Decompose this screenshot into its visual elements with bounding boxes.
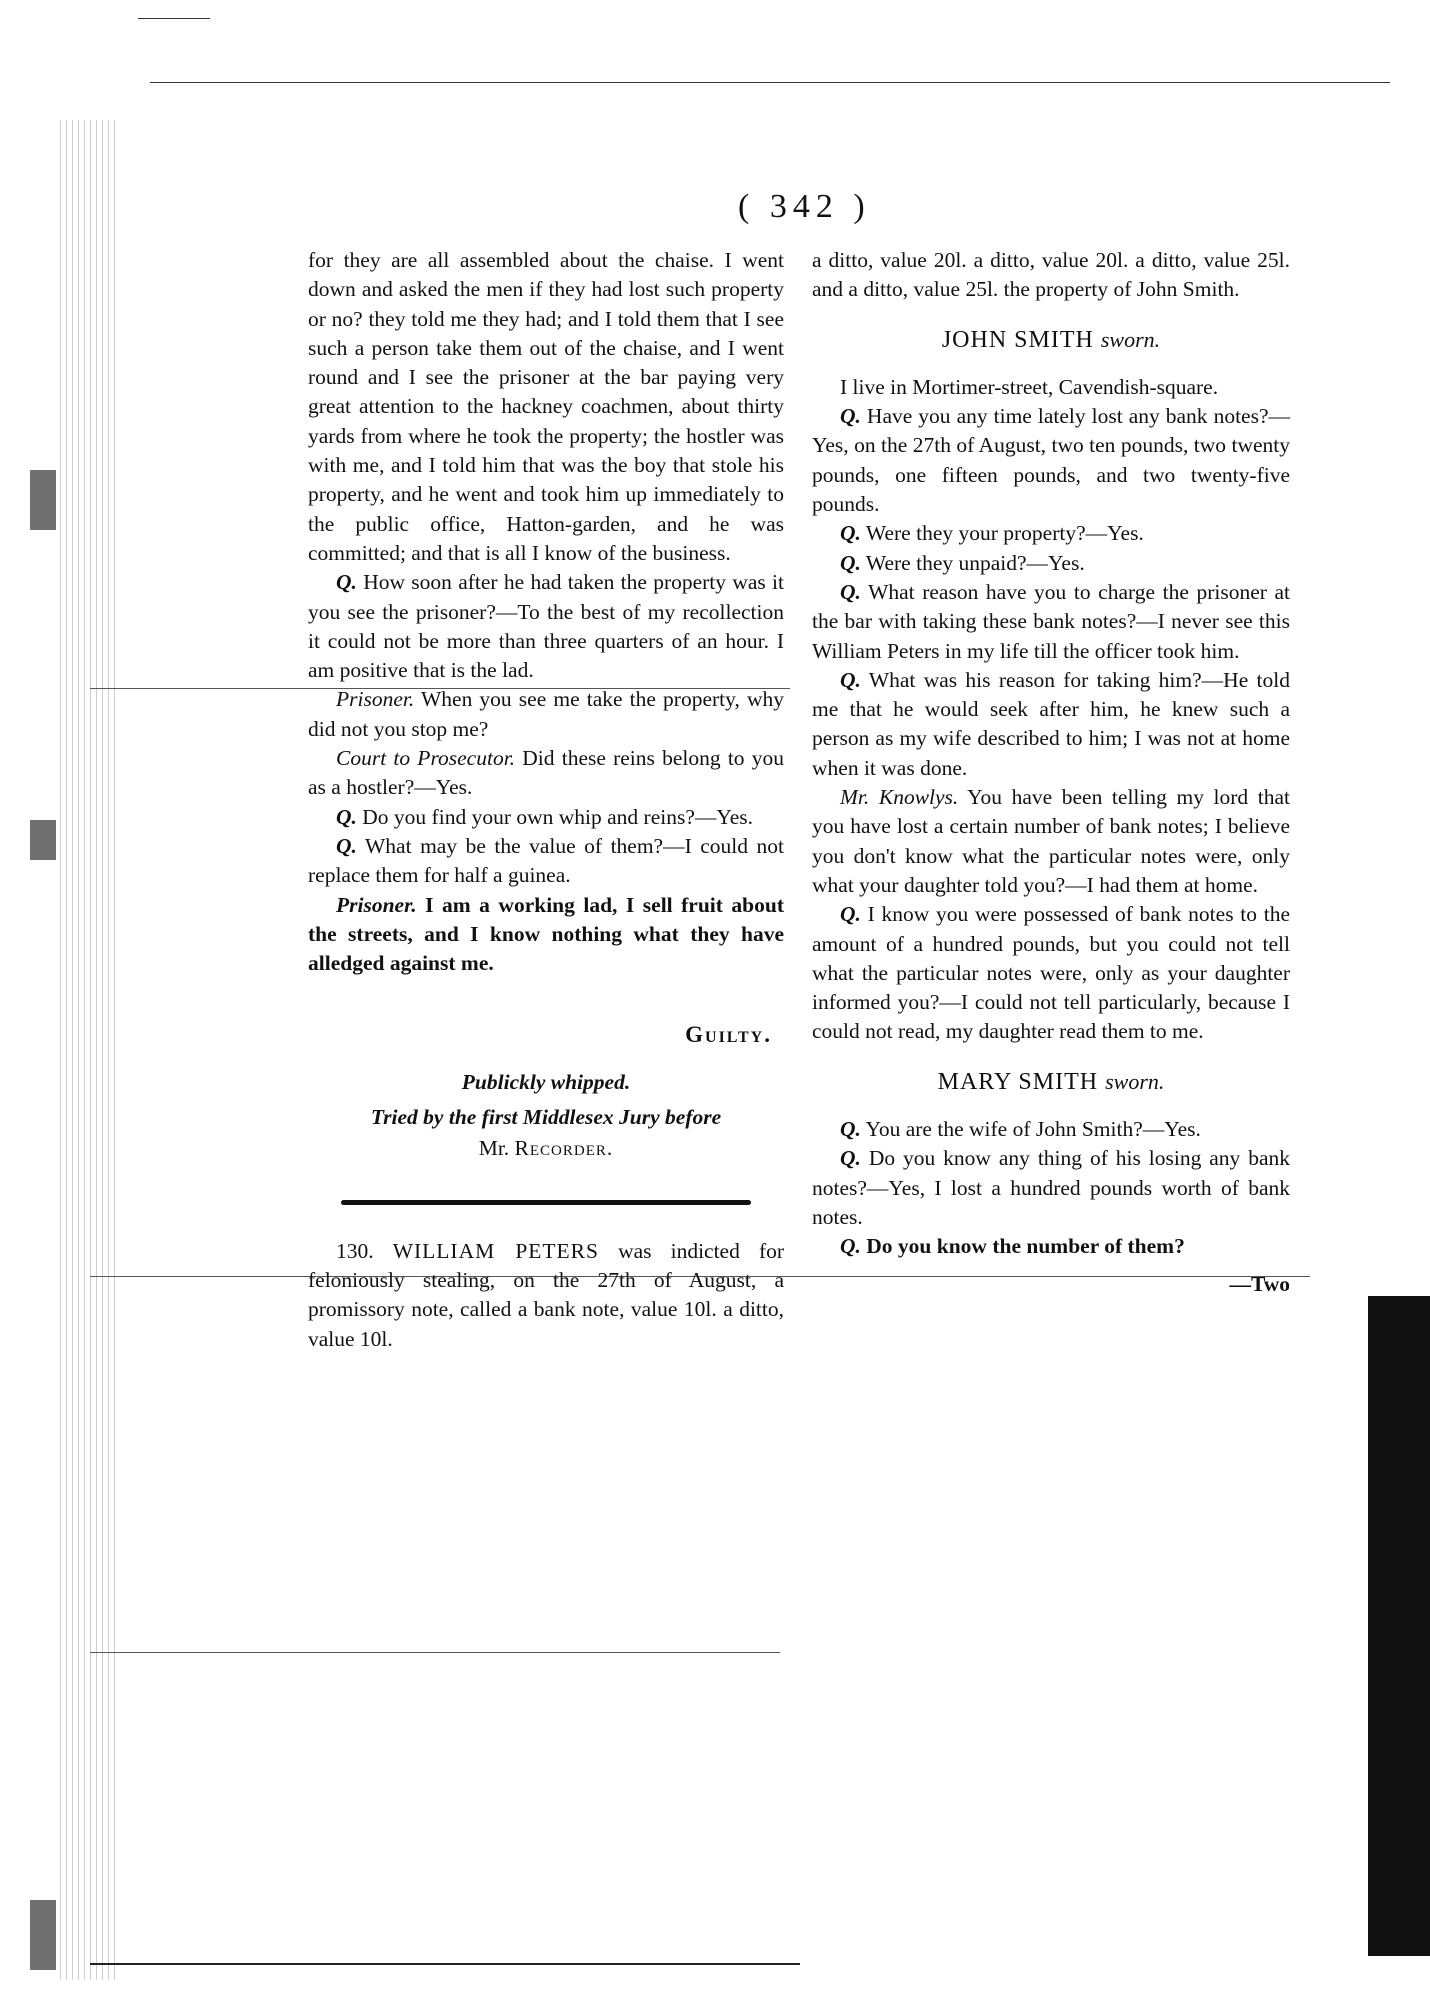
case-name: WILLIAM PETERS bbox=[392, 1238, 599, 1263]
gutter-mark bbox=[30, 1900, 56, 1970]
question-text: What was his reason for taking him?—He told me that he would seek after him, he knew such a person as my wife described to him; I was not at home when it was done. bbox=[812, 667, 1290, 780]
question-mark: Q. bbox=[336, 804, 357, 829]
statement bbox=[308, 685, 784, 744]
verdict: Guilty. bbox=[685, 1022, 772, 1048]
question bbox=[812, 1144, 1290, 1232]
statement-text: You have been telling my lord that you have lost a certain number of bank notes; I believe you don't know what the particular notes were, only what your daughter told you?—I had them at home. bbox=[812, 785, 1290, 897]
question-text: How soon after he had taken the property was it you see the prisoner?—To the best of my recollection it could not be more than three quarters of an hour. I am positive that is the lad. bbox=[308, 570, 784, 683]
statement-text: When you see me take the property, why did not you stop me? bbox=[308, 687, 784, 741]
question bbox=[812, 1232, 1290, 1261]
section-divider bbox=[341, 1200, 751, 1205]
question-mark: Q. bbox=[840, 404, 861, 429]
question-mark: Q. bbox=[336, 833, 357, 858]
left-column bbox=[308, 246, 784, 1354]
witness-heading bbox=[812, 325, 1290, 355]
question-text: Do you find your own whip and reins?—Yes. bbox=[362, 804, 754, 829]
question-mark: Q. bbox=[840, 902, 861, 927]
recorder-name: Recorder. bbox=[514, 1136, 614, 1161]
question-mark: Q. bbox=[840, 579, 861, 604]
gutter-mark bbox=[30, 470, 56, 530]
speaker: Mr. Knowlys. bbox=[840, 785, 959, 810]
question bbox=[812, 666, 1290, 783]
question-mark: Q. bbox=[840, 550, 861, 575]
question bbox=[812, 519, 1290, 548]
sworn-label: sworn. bbox=[1100, 326, 1161, 352]
question bbox=[308, 568, 784, 685]
statement-text: Did these reins belong to you as a hostler?—Yes. bbox=[308, 746, 784, 800]
question-text: What may be the value of them?—I could not replace them for half a guinea. bbox=[308, 833, 784, 888]
question-text: You are the wife of John Smith?—Yes. bbox=[865, 1117, 1201, 1142]
catchword: —Two bbox=[1229, 1271, 1290, 1296]
statement bbox=[812, 783, 1290, 900]
question bbox=[308, 832, 784, 891]
question bbox=[812, 578, 1290, 666]
question-mark: Q. bbox=[336, 570, 357, 595]
question-mark: Q. bbox=[840, 1146, 861, 1171]
witness-name: MARY SMITH bbox=[937, 1068, 1099, 1095]
case-text: was indicted for feloniously stealing, on the 27th of August, a promissory note, called a bank note, value 10l. a ditto, value 10l. bbox=[308, 1238, 785, 1351]
question bbox=[812, 900, 1290, 1046]
witness-name: JOHN SMITH bbox=[941, 326, 1094, 353]
question bbox=[812, 549, 1290, 578]
question-text: Were they your property?—Yes. bbox=[865, 521, 1144, 546]
question-text: Do you know the number of them? bbox=[866, 1234, 1185, 1259]
question-mark: Q. bbox=[840, 521, 861, 546]
question-text: What reason have you to charge the prisoner at the bar with taking these bank notes?—I never see this William Peters in my life till the officer took him. bbox=[812, 579, 1290, 663]
question bbox=[812, 1115, 1290, 1144]
sentence: Publickly whipped. bbox=[461, 1069, 631, 1094]
scan-top-short-line bbox=[138, 18, 210, 19]
witness-heading bbox=[812, 1067, 1290, 1097]
speaker: Prisoner. bbox=[336, 687, 415, 712]
question-text: Have you any time lately lost any bank notes?—Yes, on the 27th of August, two ten pounds, two twenty pounds, one fifteen pounds, and two twenty-five pounds. bbox=[812, 404, 1290, 517]
question-text: I know you were possessed of bank notes to the amount of a hundred pounds, but you could not tell what the particular notes were, only as your daughter informed you?—I could not tell particularly, because I could not read, my daughter read them to me. bbox=[812, 902, 1291, 1044]
page-number: ( 342 ) bbox=[738, 188, 871, 225]
recorder-line bbox=[308, 1134, 784, 1163]
question-text: Do you know any thing of his losing any bank notes?—Yes, I lost a hundred pounds worth of bank notes. bbox=[812, 1146, 1290, 1229]
scan-line bbox=[90, 1652, 780, 1653]
statement bbox=[308, 891, 784, 979]
question-mark: Q. bbox=[840, 1234, 861, 1259]
question-mark: Q. bbox=[840, 667, 861, 692]
speaker: Court to Prosecutor. bbox=[336, 746, 516, 771]
speaker: Prisoner. bbox=[336, 892, 417, 917]
statement bbox=[308, 744, 784, 803]
question-mark: Q. bbox=[840, 1117, 861, 1142]
paragraph: I live in Mortimer-street, Cavendish-square. bbox=[840, 374, 1219, 399]
right-column bbox=[812, 246, 1290, 1299]
question bbox=[308, 803, 784, 832]
trial-note: Tried by the first Middlesex Jury before bbox=[370, 1105, 722, 1130]
sworn-label: sworn. bbox=[1105, 1068, 1165, 1094]
case-entry bbox=[308, 1237, 784, 1354]
statement-text: I am a working lad, I sell fruit about the streets, and I know nothing what they have alledged against me. bbox=[308, 892, 784, 976]
case-number: 130. bbox=[336, 1238, 374, 1263]
question bbox=[812, 402, 1290, 519]
gutter-mark bbox=[30, 820, 56, 860]
recorder-prefix: Mr. bbox=[478, 1136, 510, 1161]
scan-edge-shadow bbox=[1368, 1296, 1430, 1956]
binding-gutter bbox=[60, 120, 120, 1980]
paragraph: a ditto, value 20l. a ditto, value 20l. a ditto, value 25l. and a ditto, value 25l. the property of John Smith. bbox=[812, 248, 1290, 302]
scan-line bbox=[90, 1963, 800, 1965]
paragraph: for they are all assembled about the chaise. I went down and asked the men if they had lost such property or no? they told me they had; and I told them that I see such a person take them out of the chaise, and I went round and I see the prisoner at the bar paying very great attention to the hackney coachmen, about thirty yards from where he took the property; the hostler was with me, and I told him that was the boy that stole his property, and he went and took him up immediately to the public office, Hatton-garden, and he was committed; and that is all I know of the business. bbox=[308, 248, 784, 565]
question-text: Were they unpaid?—Yes. bbox=[865, 550, 1085, 575]
scan-top-line bbox=[150, 82, 1390, 83]
